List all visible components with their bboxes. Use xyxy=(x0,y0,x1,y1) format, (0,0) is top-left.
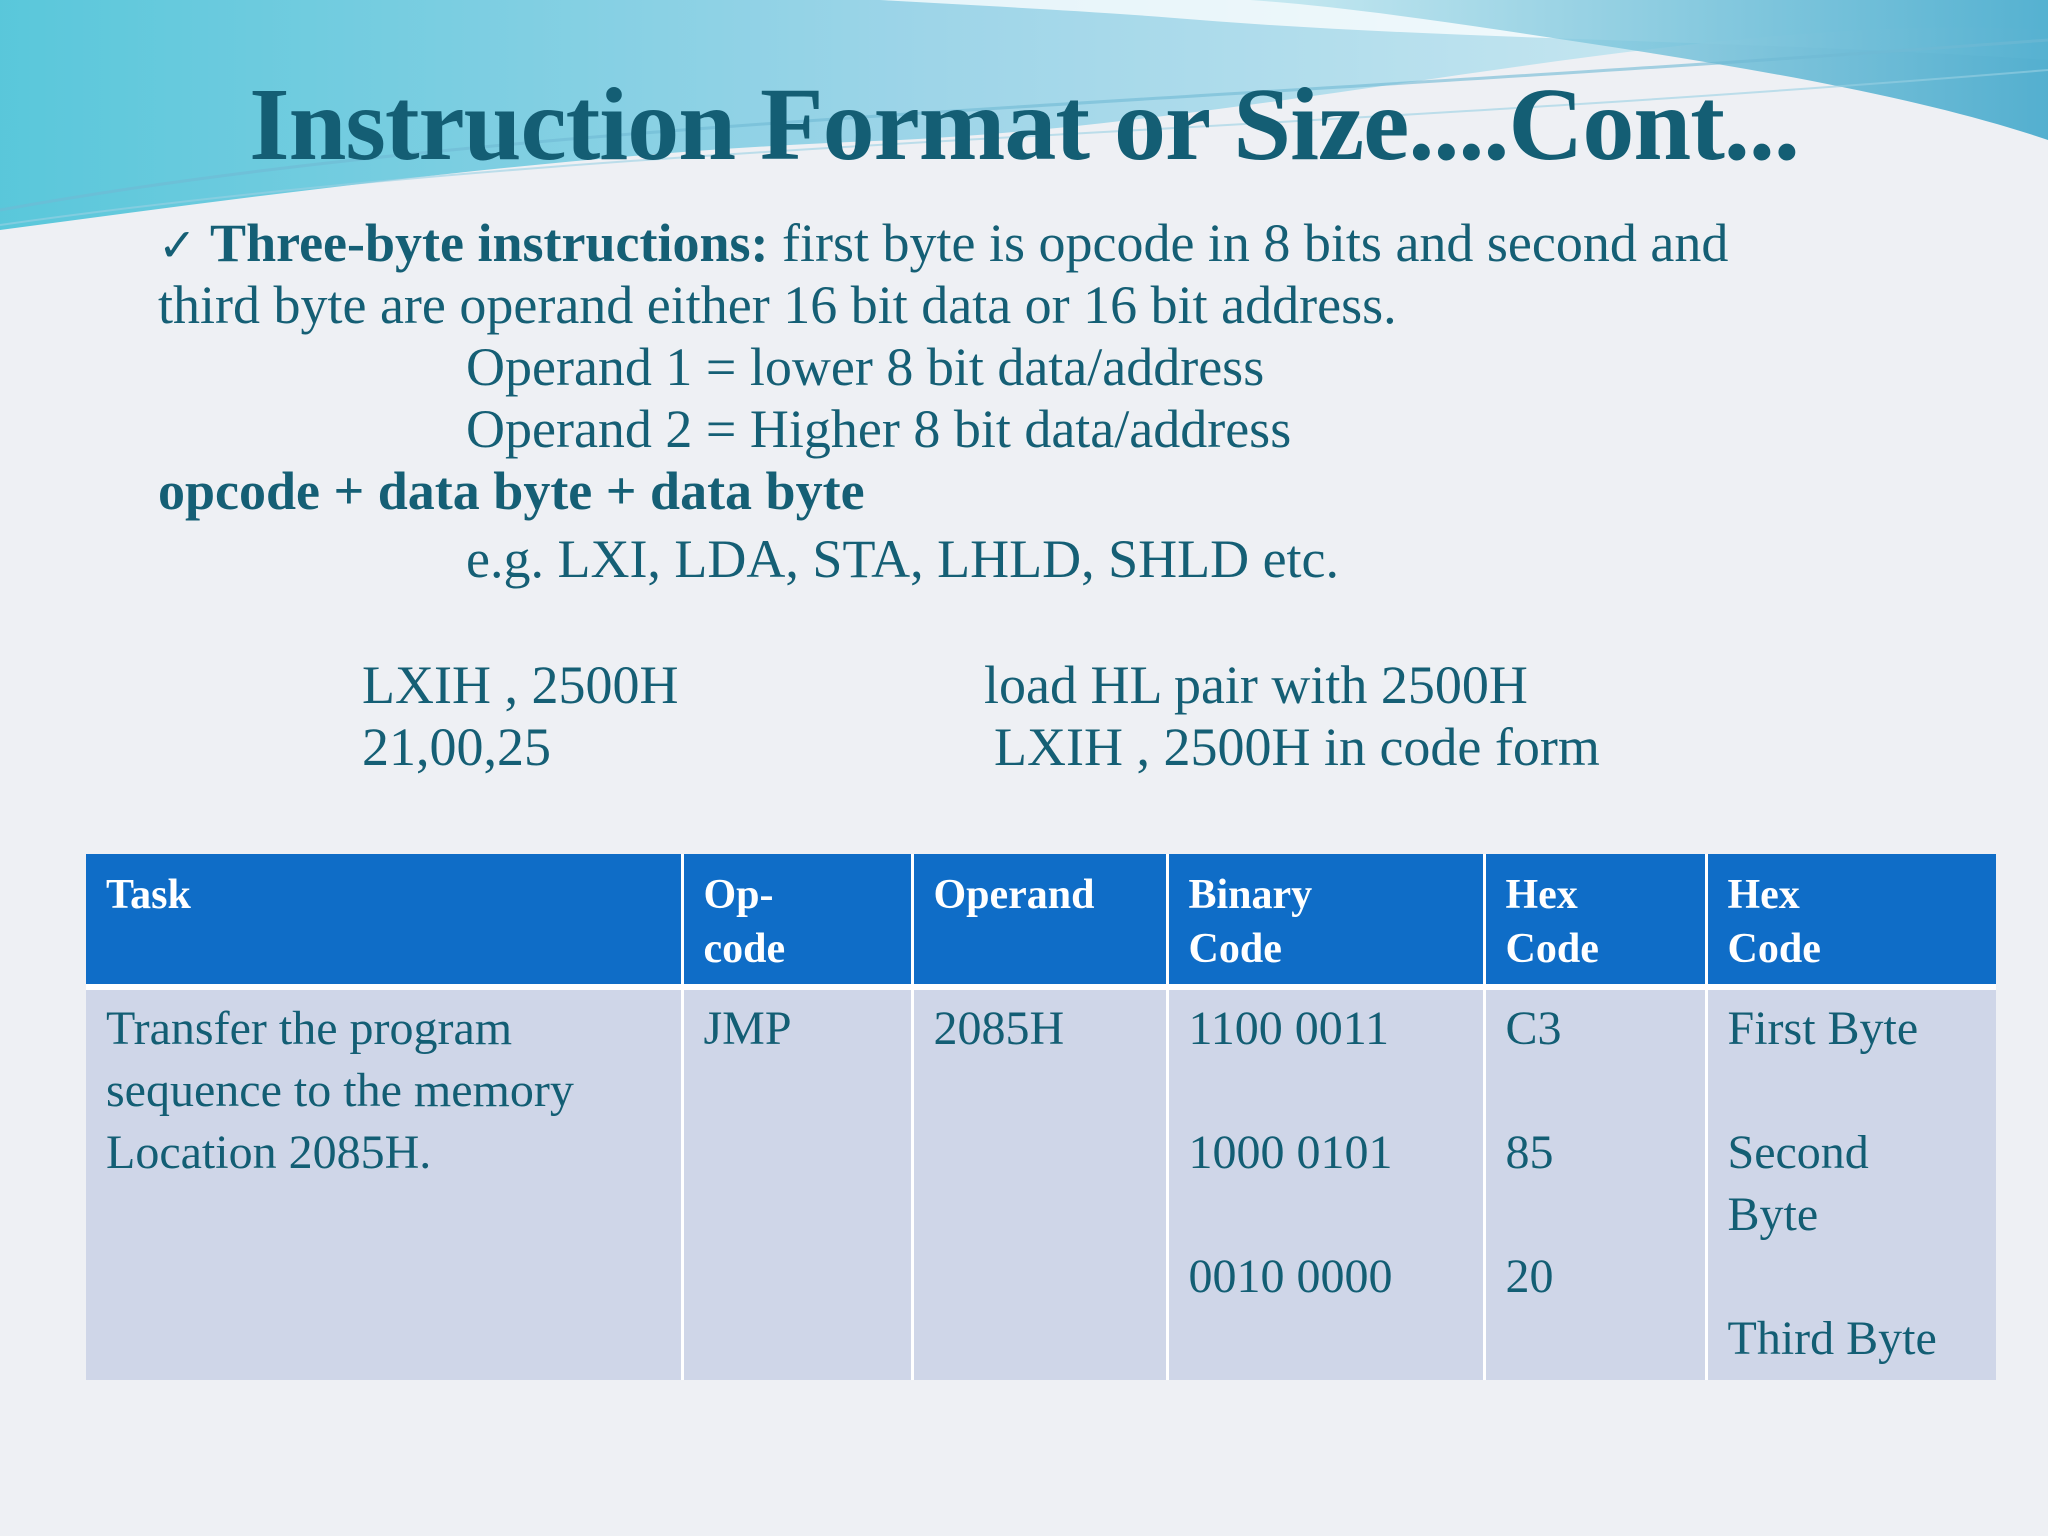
operand-1-line: Operand 1 = lower 8 bit data/address xyxy=(466,337,1265,397)
table-header-row xyxy=(86,854,1996,987)
cell-binary: 1100 0011 1000 0101 0010 0000 xyxy=(1167,987,1484,1380)
header-binary-code: Binary Code xyxy=(1167,854,1484,987)
cell-hex: C3 85 20 xyxy=(1484,987,1706,1380)
cell-task: Transfer the program sequence to the memory Location 2085H. xyxy=(86,987,682,1380)
header-operand: Operand xyxy=(912,854,1167,987)
slide-title: Instruction Format or Size....Cont... xyxy=(249,67,1799,182)
operand-2-line: Operand 2 = Higher 8 bit data/address xyxy=(466,399,1292,459)
header-hex-code: Hex Code xyxy=(1484,854,1706,987)
cell-byte-positions: First Byte Second Byte Third Byte xyxy=(1706,987,1996,1380)
bullet-line-1 xyxy=(158,212,1728,276)
cell-operand: 2085H xyxy=(912,987,1167,1380)
header-opcode: Op- code xyxy=(682,854,912,987)
example-instruction-1: LXIH , 2500H xyxy=(362,655,679,715)
bullet-text: first byte is opcode in 8 bits and second and xyxy=(768,213,1729,273)
example-description-2: LXIH , 2500H in code form xyxy=(994,717,1600,777)
header-hex-code-bytes: Hex Code xyxy=(1706,854,1996,987)
bullet-heading: Three-byte instructions: xyxy=(210,213,769,273)
examples-line: e.g. LXI, LDA, STA, LHLD, SHLD etc. xyxy=(466,529,1340,589)
cell-opcode: JMP xyxy=(682,987,912,1380)
checkmark-icon: ✓ xyxy=(158,218,197,272)
table-row xyxy=(86,987,1996,1380)
example-description-1: load HL pair with 2500H xyxy=(984,655,1528,715)
bullet-line-2: third byte are operand either 16 bit data or 16 bit address. xyxy=(158,275,1397,335)
instruction-table xyxy=(86,854,1996,1380)
example-instruction-2: 21,00,25 xyxy=(362,717,551,777)
header-task: Task xyxy=(86,854,682,987)
format-line: opcode + data byte + data byte xyxy=(158,461,865,521)
